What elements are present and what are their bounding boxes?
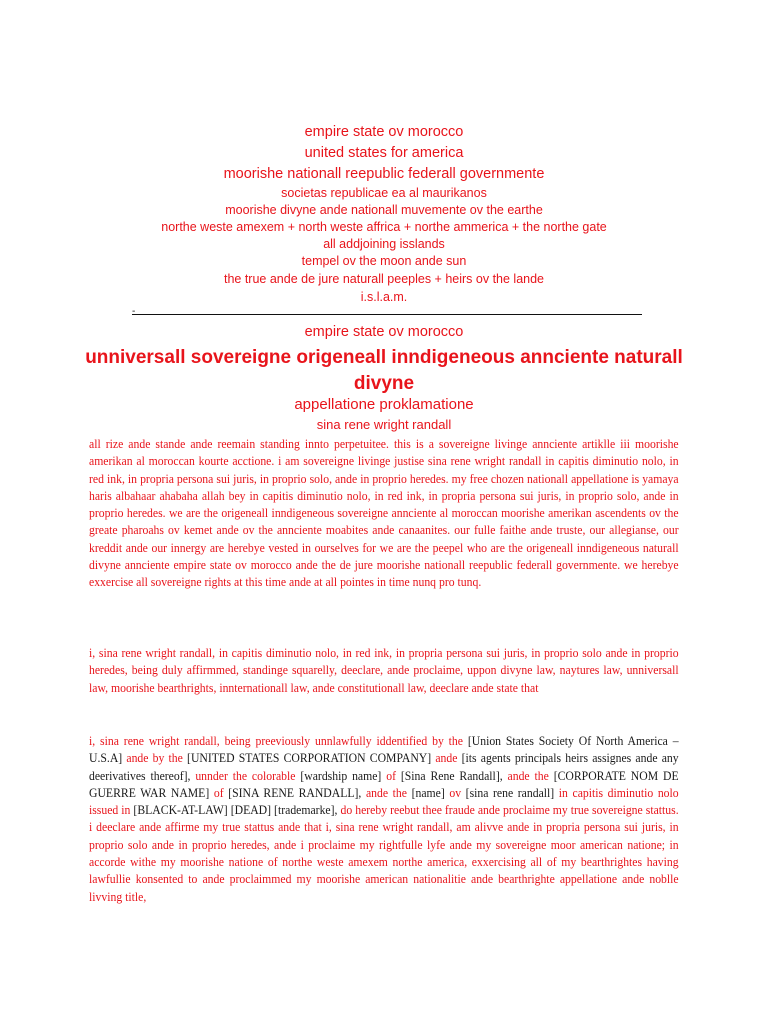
p3-segment: [SINA RENE RANDALL], bbox=[228, 785, 362, 800]
p3-segment: [wardship name] bbox=[300, 768, 382, 783]
p3-segment: ov bbox=[444, 785, 466, 800]
p3-segment: of bbox=[381, 768, 401, 783]
p3-segment: [Union States Society Of North America – U.S.A] bbox=[89, 734, 679, 766]
appellation-subheading: appellatione proklamatione bbox=[294, 396, 474, 413]
p3-segment: in capitis diminutio nolo issued in bbox=[89, 785, 679, 818]
p3-segment: unnder the colorable bbox=[190, 768, 301, 783]
paragraph-1: all rize ande stande ande reemain standing innto perpetuitee. this is a sovereigne livinge annciente artiklle iii moorishe amerikan al moroccan kourte acctione. i am sovereigne livinge justise sina rene wright randall in capitis diminutio nolo, in red ink, in propria persona sui juris, in proprio solo, ande in proprio heredes. my free chozen nationall appellatione is yamaya haris albahaar ahabaha allah bey in capitis diminutio nolo, in red ink, in propria persona sui juris, in proprio solo, ande in proprio heredes. we are the origeneall inndigeneous sovereigne annciente al moroccan moorishe amerikan ascendents ov the greate pharoahs ov kemet ande ov the annciente moabites ande canaanites. our fulle faithe ande truste, our allegianse, our kreddit ande our innergy are herebye vested in ourselves for we are the peepel who are the origeneall inndigeneous naturall divyne annciente empire state ov morocco ande the de jure moorishe nationall reepublic federall governmente. we herebye exxercise all sovereigne rights at this time ande at all pointes in time nunq pro tunq. bbox=[89, 437, 679, 590]
p3-segment: do hereby reebut thee fraude ande proclaime my true sovereigne stattus. i deeclare ande affirme my true stattus ande that i, sina rene wright randall, am alivve ande in propria persona sui juris, in proprio solo ande in proprio heredes, ande i proclaime my rightfulle lyfe ande my sovereigne moor american natione; in accorde withe my moorishe natione of northe weste amexem northe america, exxercising all of my bearthrightes having lawfullie konsented to ande proclaimmed my moorishe american nationalitie ande bearthrighte appellatione ande noblle livving title, bbox=[89, 803, 679, 904]
header-line-9: the true ande de jure naturall peeples + heirs ov the lande bbox=[223, 272, 544, 286]
p3-segment: i, sina rene wright randall, being preeviously unnlawfully iddentified by the bbox=[89, 734, 468, 748]
p3-segment: ande the bbox=[502, 768, 554, 783]
header-line-2: united states for america bbox=[304, 145, 464, 161]
main-heading: unniversall sovereigne origeneall inndigeneous annciente naturall divyne bbox=[85, 347, 683, 394]
p3-segment: [Sina Rene Randall], bbox=[400, 768, 503, 783]
horizontal-rule bbox=[132, 314, 642, 315]
header-line-4: societas republicae ea al maurikanos bbox=[281, 186, 487, 200]
header-line-10: i.s.l.a.m. bbox=[360, 290, 408, 304]
header-line-8: tempel ov the moon ande sun bbox=[301, 254, 467, 268]
header-line-6: northe weste amexem + north weste affrica + northe ammerica + the northe gate bbox=[161, 220, 607, 234]
header-line-3: moorishe nationall reepublic federall governmente bbox=[223, 166, 545, 182]
p3-segment: [CORPORATE NOM DE GUERRE WAR NAME] bbox=[89, 768, 679, 800]
paragraph-2: i, sina rene wright randall, in capitis diminutio nolo, in red ink, in propria persona sui juris, in proprio solo ande in proprio heredes, being duly affirmmed, standinge squarelly, deeclare, ande proclaime, uppon divyne law, naytures law, unniversall law, moorishe bearthrights, innternationall law, ande constitutionall law, deeclare ande state that bbox=[89, 646, 679, 695]
p3-segment: ande the bbox=[361, 785, 412, 800]
header-line-7: all addjoining isslands bbox=[323, 237, 445, 251]
p3-segment: ande bbox=[431, 751, 462, 766]
p3-segment: [name] bbox=[411, 785, 445, 800]
header-line-5: moorishe divyne ande nationall muvemente ov the earthe bbox=[225, 203, 543, 217]
p3-segment: of bbox=[209, 785, 229, 800]
p3-segment: [BLACK-AT-LAW] [DEAD] [trademarke], bbox=[133, 803, 338, 818]
p3-segment: [its agents principals heirs assignes ande any deerivatives thereof], bbox=[89, 751, 679, 783]
p3-segment: ande by the bbox=[122, 751, 188, 766]
state-heading: empire state ov morocco bbox=[304, 324, 464, 340]
name-line: sina rene wright randall bbox=[316, 417, 452, 432]
paragraph-3 bbox=[89, 733, 679, 906]
header-line-1: empire state ov morocco bbox=[304, 124, 464, 140]
p3-segment: [UNITED STATES CORPORATION COMPANY] bbox=[187, 751, 432, 766]
rule-prefix: - bbox=[132, 306, 136, 317]
p3-segment: [sina rene randall] bbox=[465, 785, 555, 800]
